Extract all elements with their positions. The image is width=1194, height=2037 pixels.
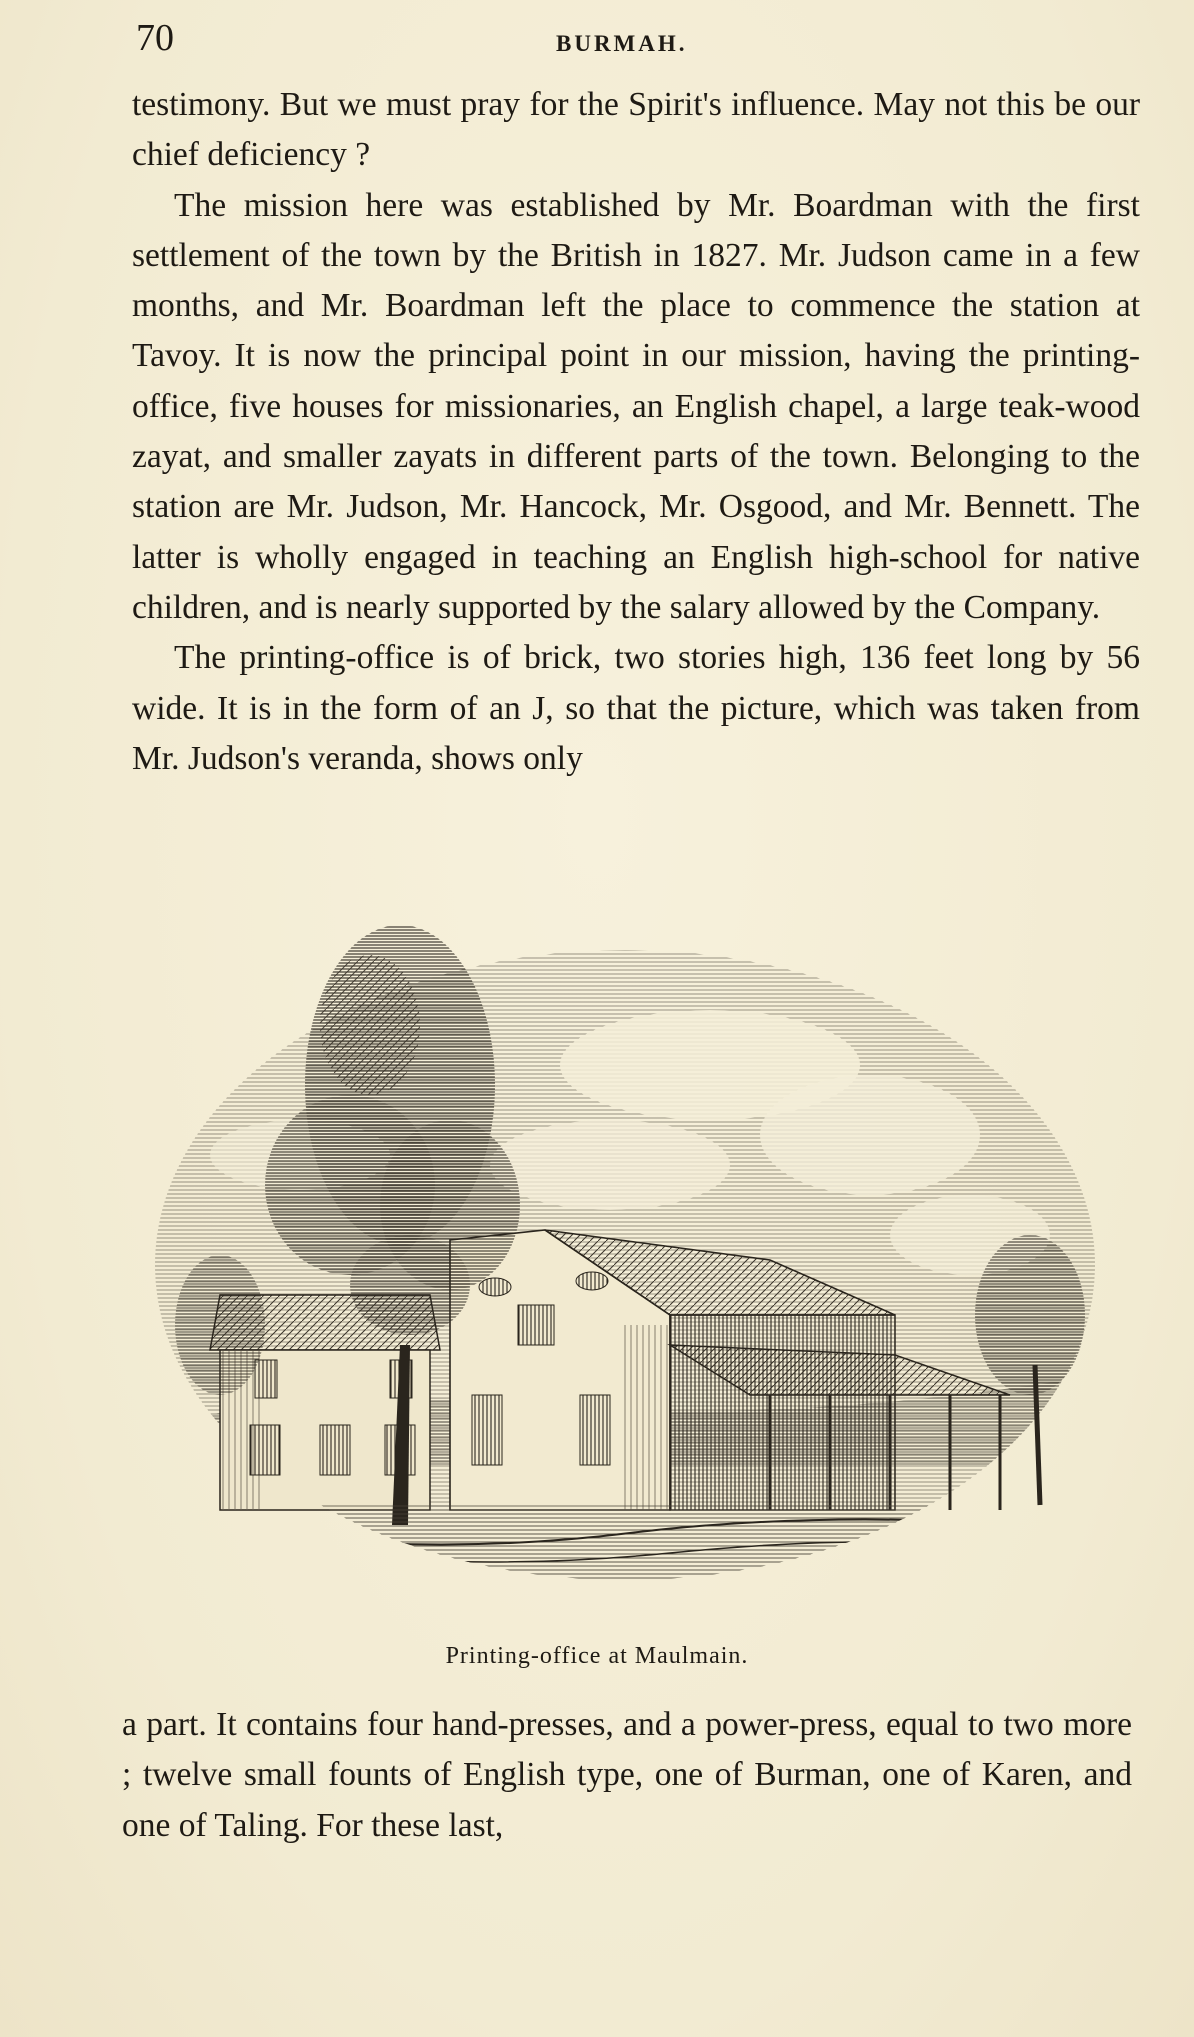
paragraph-printing-office: The printing-office is of brick, two stories high, 136 feet long by 56 wide. It is in the form of an J, so that the picture, which was taken from Mr. Judson's veranda, shows only [132, 639, 1140, 777]
body-text-bottom [122, 1700, 1132, 1851]
figure-caption: Printing-office at Maulmain. [445, 1643, 749, 1669]
paragraph-mission-history: The mission here was established by Mr. Boardman with the first settlement of the town by the British in 1827. Mr. Judson came in a few months, and Mr. Boardman left the place to commence the station at Tavoy. It is now the principal point in our mission, having the printing-office, five houses for missionaries, an English chapel, a large teak-wood zayat, and smaller zayats in different parts of the town. Belonging to the station are Mr. Judson, Mr. Hancock, Mr. Osgood, and Mr. Bennett. The latter is wholly engaged in teaching an English high-school for native children, and is nearly supported by the salary allowed by the Company. [132, 186, 1140, 626]
paragraph-continued: testimony. But we must pray for the Spirit's influence. May not this be our chief deficiency ? [132, 86, 1140, 174]
body-text-top [132, 80, 1140, 784]
page-header [136, 14, 1146, 62]
right-tree [975, 1235, 1085, 1505]
ground [150, 1505, 1100, 1620]
paragraph-presses: a part. It contains four hand-presses, and a power-press, equal to two more ; twelve small founts of English type, one of Burman, one of Karen, and one of Taling. For these last, [122, 1706, 1132, 1844]
engraving-printing-office [150, 905, 1100, 1620]
page-number: 70 [136, 17, 174, 59]
left-tree [175, 1255, 265, 1395]
running-head: BURMAH. [556, 31, 688, 56]
